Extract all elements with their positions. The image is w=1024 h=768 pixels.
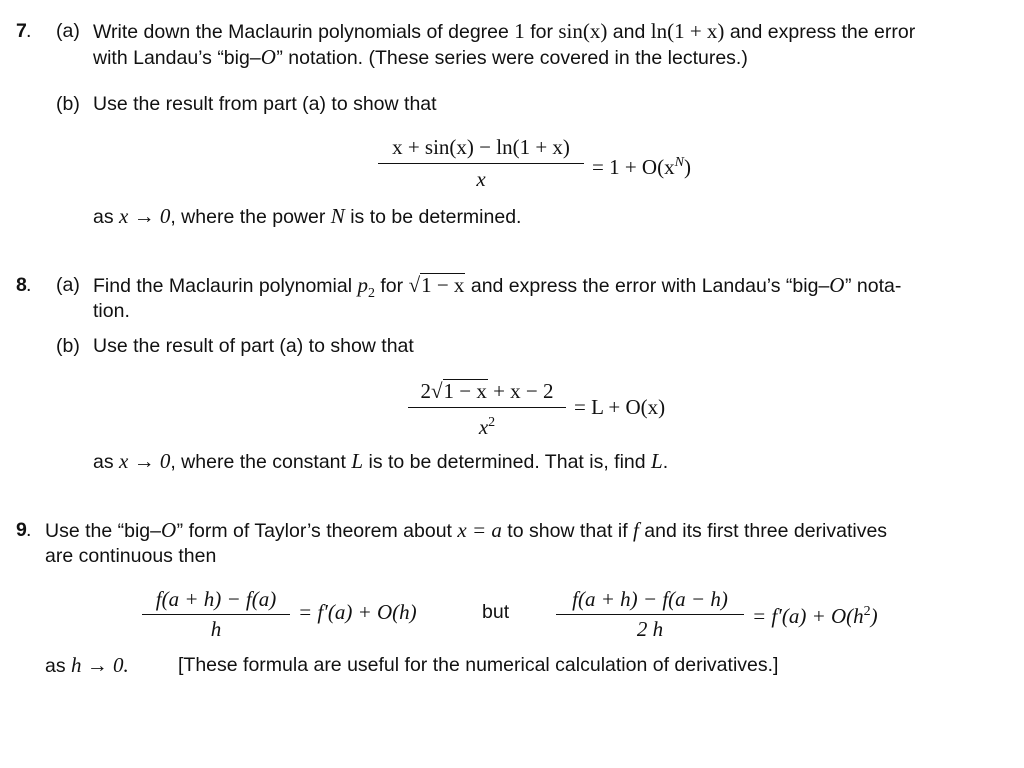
q7-eq-rhs: = $1 + O(x^N)$ [592, 155, 691, 179]
q7-part-b-label: (b) [56, 93, 80, 115]
q9-note: [These formula are useful for the numerical calculation of derivatives.] [178, 654, 779, 676]
q8-number: 8 [16, 274, 27, 296]
q9-eq1-rhs: = f′(a) + O(h) [298, 600, 417, 624]
q9-eq2-numerator: f(a + h) − f(a − h) [572, 587, 728, 611]
q8-eq-numerator: 2√1 − x + x − 2 [420, 379, 554, 403]
q9-number: 9 [16, 519, 27, 541]
q9-line2: are continuous then [45, 545, 217, 567]
q7-tail: as x → 0, where the power N is to be determined. [93, 204, 522, 228]
q9-eq2-fraction-bar [556, 614, 744, 615]
q9-line1: Use the “big–O” form of Taylor’s theorem about x = a to show that if f and its first three derivatives [45, 518, 888, 542]
q9-eq1-denominator: h [210, 617, 222, 641]
q9-eq2-denominator: 2 h [636, 617, 664, 641]
q7-eq-numerator: x + sin(x) − ln(1 + x) [392, 135, 570, 159]
q8-eq-fraction-bar [408, 407, 566, 408]
q9-tail: as h → 0. [45, 653, 129, 677]
q7-number: 7 [16, 20, 27, 42]
q8-tail: as x → 0, where the constant L is to be determined. That is, find L. [93, 449, 669, 473]
q8-eq-rhs: = L + O(x) [574, 395, 666, 419]
q8-part-a-line2: tion. [93, 300, 130, 322]
q7-part-a-line2: with Landau’s “big–O” notation. (These series were covered in the lectures.) [93, 45, 748, 69]
q8-part-b-text: Use the result of part (a) to show that [93, 335, 414, 357]
q7-part-a-line1: Write down the Maclaurin polynomials of degree 1 for sin(x) and ln(1 + x) and express the error [93, 19, 916, 43]
q7-part-a-label: (a) [56, 20, 80, 42]
q8-eq-denominator: $x^2$ [478, 415, 496, 439]
q9-eq2-rhs: = $f'(a) + O(h^2)$ [752, 604, 878, 628]
q8-part-a-line1: Find the Maclaurin polynomial $p_2$ for √1 − x and express the error with Landau’s “big–O” nota- [93, 273, 902, 301]
q7-eq-denominator: x [476, 167, 486, 191]
q9-eq1-fraction-bar [142, 614, 290, 615]
q8-part-b-label: (b) [56, 335, 80, 357]
q9-but: but [482, 601, 510, 623]
q9-eq1-numerator: f(a + h) − f(a) [155, 587, 277, 611]
q7-eq-fraction-bar [378, 163, 584, 164]
q7-part-b-text: Use the result from part (a) to show that [93, 93, 437, 115]
q8-part-a-label: (a) [56, 274, 80, 296]
